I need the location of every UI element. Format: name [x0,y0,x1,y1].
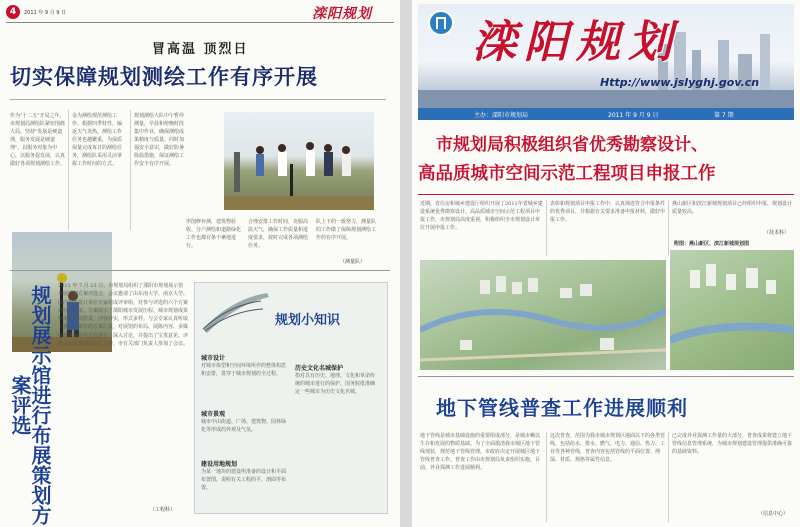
pipeline-article-col-2: 这次普查，范围为我市城市规划区地面以下的各类管线，包括给水、排水、燃气、电力、通信、热力、工业等各种管线，普查内容包括管线的平面位置、埋深、材质、规格等属性信息。 [550,433,666,463]
website-url: Http://www.jslyghj.gov.cn [600,76,760,89]
knowledge-term: 城市设计 [201,355,226,362]
page-1 [412,0,800,527]
masthead-banner [418,4,794,108]
sponsor: 主办：溧阳市规划局 [474,112,529,119]
article-col-5: 合理安排工作时间，克服高温天气，确保工作质量和进度要求，按时完成各项测绘任务。 [248,219,309,249]
date: 2011 年 9 月 9 日 [24,10,67,16]
photo-note: 附图：燕山新区、滨江新城规划图 [674,241,750,247]
column-rule [130,110,131,230]
article-col-1: 作为"十二五"开局之年，市规划局测绘队紧密围绕大局，坚持"发展是硬道理，服务发展是硬道理"，以服务对象为中心，以服务促发展，认真做好各项规划测绘工作。 [10,113,66,167]
column-rule [668,432,669,522]
column-rule [68,110,69,230]
issue-number: 第 7 期 [714,112,734,119]
article-col-6: 队上下的一致努力，测量队的工作做了保障规划测绘工作的有序开展。 [316,219,376,241]
article-col-4: 形图修补测，建筑物验收、分户测绘和道路绿化工作也都有条不紊地进行。 [186,219,242,249]
masthead: 滦阳规划 [312,6,372,22]
pipeline-article-col-1: 地下管线是城市基础设施的重要组成部分，是城市赖以生存和发展的物质基础。为了全面摸清我市城区地下管线现状，规范地下管线管理，市政府决定开展城区地下管线普查工作。普查工作由市规划局负责组织实施，目前，外业探测工作进展顺利。 [420,433,541,471]
plan-image-yanshan [420,260,666,370]
apply-article-col-3: 燕山新区和滨江新城规划项目已经组织申报，规划设计质量较高。 [672,201,792,215]
exhibit-article: 2011 年 7 月 23 日，市规划局组织了溧阳市规划展示馆布展策划方案评选会，会议邀请了由东南大学、南京大学、国内知名设计单位专家组成评审组，对参与评选的六个方案进行了评审。方案展示了溧阳城市发展历程、城市规划成果和未来发展愿景，内容详实，形式多样。与会专家认真听取了各设计单位的方案汇报，对展馆的布局、展陈内容、多媒体技术运用等方面进行了深入讨论，并提出了宝贵意见。评选会由市规划局局长主持，市有关部门负责人参加了会议。 [58,283,188,348]
section-rule [10,270,390,271]
knowledge-box [194,282,388,514]
vertical-title: 规划展示馆进行布展策划方案评选 [8,284,52,525]
caption-info-center: （信息中心） [758,511,789,517]
headline-line-1: 市规划局积极组织省优秀勘察设计、 [436,135,708,155]
kicker: 冒高温 顶烈日 [152,42,249,57]
issue-date: 2011 年 9 月 9 日 [608,112,659,119]
headline-rule [418,194,794,195]
headline: 切实保障规划测绘工作有序开展 [10,65,318,89]
knowledge-item [201,353,289,378]
column-rule [546,200,547,256]
plan-image-binjiang [670,250,794,370]
headline-pipeline: 地下管线普查工作进展顺利 [436,396,688,420]
caption-exhibit: （工程科） [150,507,176,513]
header-rule [6,22,394,23]
logo-emblem [428,10,454,36]
survey-photo-2 [224,112,374,210]
apply-article-col-2: 表彰和规划项目申报工作中，认真筛选符合申报条件的优秀项目，并根据有关要求准备申报材料，做好申报工作。 [550,201,666,223]
knowledge-item [201,409,289,434]
headline-line-2: 高品质城市空间示范工程项目申报工作 [418,164,716,184]
knowledge-item [295,363,379,396]
knowledge-term: 城市景观 [201,411,226,418]
knowledge-desc: 城市中由街道、广场、建筑物、园林绿化等形成的外观及气氛。 [201,419,287,433]
article-col-3: 规划测绘大队中午暂停测量，早晨和傍晚时段集中作业，确保测绘成果精度与质量。同时加强安全意识，做好防暑降温措施，保证测绘工作安全有序开展。 [134,113,185,167]
caption-survey: （测量队） [340,259,366,265]
apply-article-col-1: 近期，省住房和城乡建设厅组织开展了2011年省城乡建设系统优秀勘察设计、高品质城市空间示范工程项目申报工作，市规划局高度重视，积极组织全市规划设计单位开展申报工作。 [420,201,543,231]
column-rule [546,432,547,522]
pipeline-article-col-3: 已完成外业探测工作量的大部分，普查成果将建立地下管线信息管理系统，为城市规划建设管理提供准确可靠的基础资料。 [672,433,792,455]
page-number-badge: 4 [6,5,20,19]
knowledge-term: 建设用地规划 [201,461,238,468]
knowledge-title: 规划小知识 [275,313,341,328]
caption-technical: （技术科） [764,230,790,236]
knowledge-desc: 指对具有历史、地理、文化和革命传统的城市进行的保护，国务院批准确定一些城市为历史文化名城。 [295,373,376,395]
masthead-title: 滦阳规划 [472,17,680,68]
article-col-2: 金为测绘规范测绘工作。根据四季特性，编返天气炎热，测绘工作任务也越繁重，为保质保量完成每日的测绘任务，测绘队采用灵活掌握工作时间的方式。 [72,113,123,167]
knowledge-term: 历史文化名城保护 [295,365,344,372]
column-rule [668,200,669,256]
knowledge-item [201,459,289,492]
section-rule [418,376,794,377]
book-pages-icon [201,289,271,335]
knowledge-desc: 对城市体型和空间环境所作的整体构思和安排，贯穿于城市规划的全过程。 [201,363,287,377]
info-strip [418,108,794,120]
headline-rule [10,99,386,100]
knowledge-desc: 为某一地块的建设所准备的设计和平面布置图，说明有关工程的平、剖面等布置。 [201,469,287,491]
